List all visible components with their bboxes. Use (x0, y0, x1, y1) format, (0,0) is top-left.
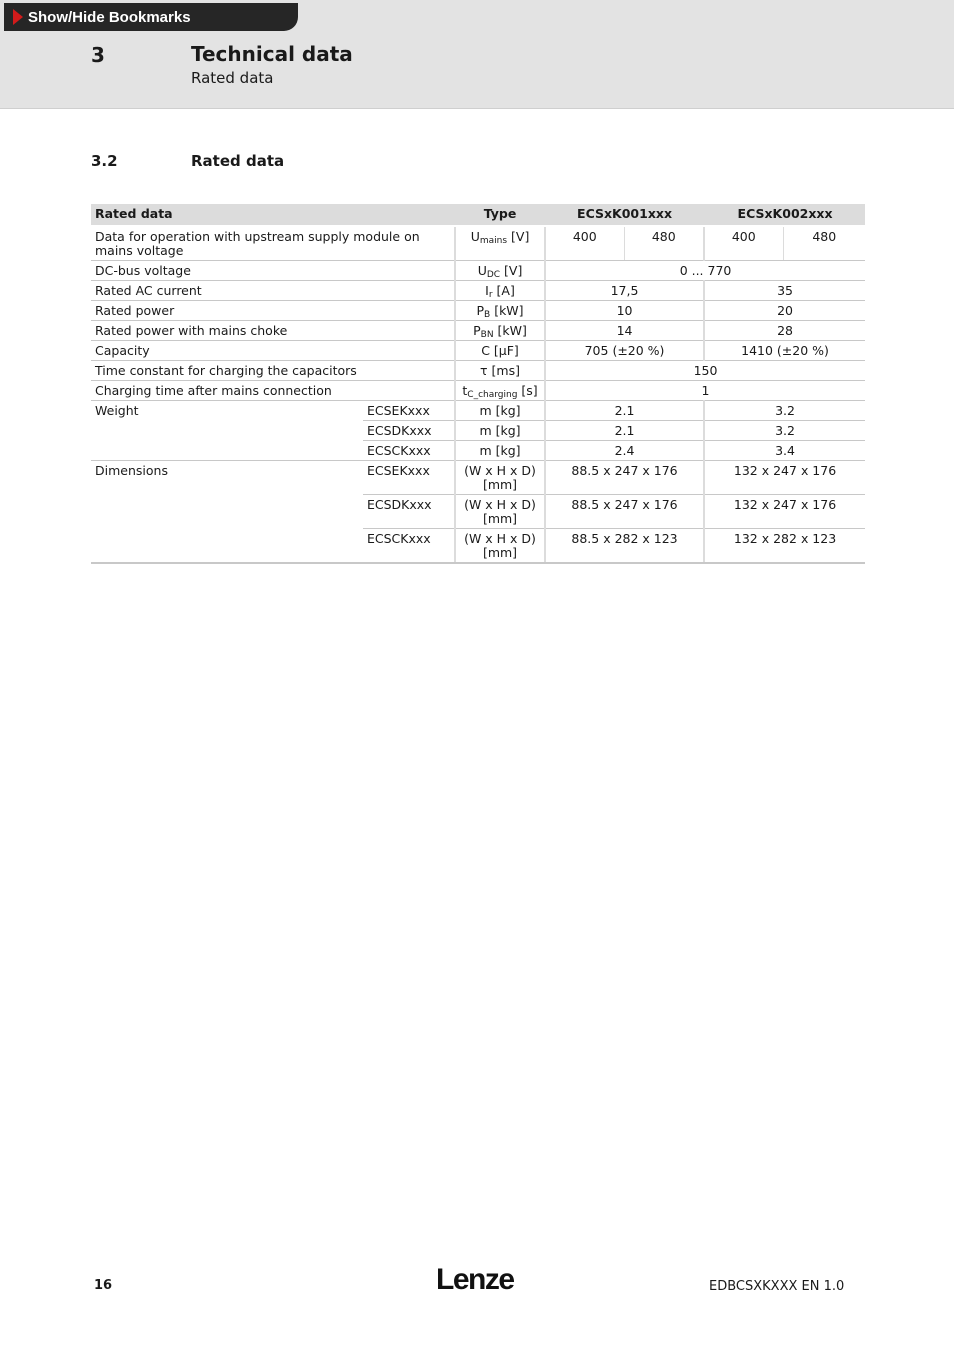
value-cell: 132 x 282 x 123 (704, 529, 865, 564)
table-row-weight (91, 401, 865, 421)
chapter-subtitle: Rated data (191, 69, 274, 87)
lenze-logo: Lenze (436, 1263, 514, 1296)
value-cell: 88.5 x 247 x 176 (545, 495, 704, 529)
table-row-rated-power-choke (91, 321, 865, 341)
value-cell: 2.4 (545, 441, 704, 461)
triangle-right-icon (13, 9, 23, 25)
value-cell: 2.1 (545, 401, 704, 421)
row-label: Data for operation with upstream supply module on mains voltage (91, 226, 455, 261)
table-row-capacity (91, 341, 865, 361)
section-number: 3.2 (91, 152, 118, 170)
header-ecsxk002: ECSxK002xxx (704, 204, 865, 226)
value-cell: 35 (704, 281, 865, 301)
value-cell: 3.4 (704, 441, 865, 461)
value-cell: 132 x 247 x 176 (704, 495, 865, 529)
row-label: DC-bus voltage (91, 261, 455, 281)
type-cell: (W x H x D) [mm] (455, 495, 545, 529)
chapter-header-band (0, 0, 954, 109)
type-cell: (W x H x D) [mm] (455, 461, 545, 495)
type-cell: $P_B$ [kW] (455, 301, 545, 321)
type-cell: (W x H x D) [mm] (455, 529, 545, 564)
value-cell: 480 (783, 226, 865, 261)
show-hide-bookmarks-button[interactable] (4, 3, 298, 31)
type-cell: $t_{C\_charging}$ [s] (455, 381, 545, 401)
type-cell: C [µF] (455, 341, 545, 361)
table-row-dc-bus (91, 261, 865, 281)
row-label: Charging time after mains connection (91, 381, 455, 401)
type-cell: $U_{DC}$ [V] (455, 261, 545, 281)
variant-cell: ECSCKxxx (363, 529, 455, 564)
header-ecsxk001: ECSxK001xxx (545, 204, 704, 226)
value-cell: 705 (±20 %) (545, 341, 704, 361)
table-row-rated-ac-current (91, 281, 865, 301)
value-cell: 400 (704, 226, 783, 261)
row-label: Rated power with mains choke (91, 321, 455, 341)
value-cell: 3.2 (704, 401, 865, 421)
document-id: EDBCSXKXXX EN 1.0 (709, 1279, 845, 1294)
value-cell: 1410 (±20 %) (704, 341, 865, 361)
value-cell: 480 (624, 226, 704, 261)
type-cell: m [kg] (455, 441, 545, 461)
value-cell: 0 ... 770 (545, 261, 865, 281)
type-cell: $I_r$ [A] (455, 281, 545, 301)
row-label: Time constant for charging the capacitors (91, 361, 455, 381)
header-type: Type (455, 204, 545, 226)
row-label: Rated AC current (91, 281, 455, 301)
row-label: Weight (91, 401, 363, 461)
table-row-time-constant (91, 361, 865, 381)
section-title: Rated data (191, 152, 285, 170)
table-row-charging-time (91, 381, 865, 401)
value-cell: 28 (704, 321, 865, 341)
value-cell: 10 (545, 301, 704, 321)
table-row-mains-voltage (91, 226, 865, 261)
page-number: 16 (94, 1278, 113, 1293)
type-cell: $P_{BN}$ [kW] (455, 321, 545, 341)
variant-cell: ECSEKxxx (363, 401, 455, 421)
variant-cell: ECSEKxxx (363, 461, 455, 495)
value-cell: 88.5 x 247 x 176 (545, 461, 704, 495)
rated-data-table (91, 204, 865, 564)
row-label: Dimensions (91, 461, 363, 564)
bookmarks-label: Show/Hide Bookmarks (28, 8, 191, 26)
table-row-dimensions (91, 461, 865, 495)
variant-cell: ECSCKxxx (363, 441, 455, 461)
value-cell: 400 (545, 226, 624, 261)
chapter-number: 3 (91, 43, 105, 67)
variant-cell: ECSDKxxx (363, 495, 455, 529)
value-cell: 17,5 (545, 281, 704, 301)
row-label: Capacity (91, 341, 455, 361)
header-rated-data: Rated data (91, 204, 455, 226)
value-cell: 3.2 (704, 421, 865, 441)
table-row-rated-power (91, 301, 865, 321)
type-cell: m [kg] (455, 401, 545, 421)
type-cell: $U_{mains}$ [V] (455, 226, 545, 261)
type-cell: τ [ms] (455, 361, 545, 381)
value-cell: 14 (545, 321, 704, 341)
row-label: Rated power (91, 301, 455, 321)
value-cell: 132 x 247 x 176 (704, 461, 865, 495)
table-header-row (91, 204, 865, 226)
variant-cell: ECSDKxxx (363, 421, 455, 441)
value-cell: 1 (545, 381, 865, 401)
value-cell: 2.1 (545, 421, 704, 441)
value-cell: 150 (545, 361, 865, 381)
type-cell: m [kg] (455, 421, 545, 441)
value-cell: 88.5 x 282 x 123 (545, 529, 704, 564)
chapter-title: Technical data (191, 42, 353, 66)
value-cell: 20 (704, 301, 865, 321)
